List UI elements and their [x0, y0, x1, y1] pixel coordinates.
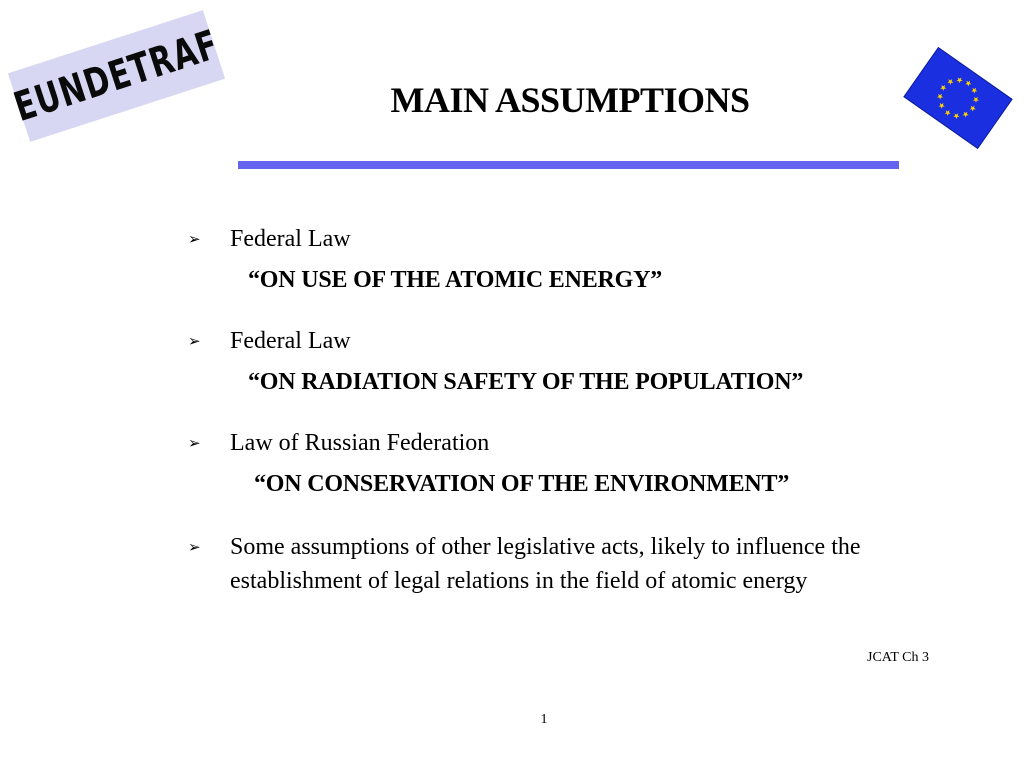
law-title-radiation-safety: “ON RADIATION SAFETY OF THE POPULATION” [248, 369, 804, 395]
bullet-label: Federal Law [230, 226, 351, 252]
bullet-label: Law of Russian Federation [230, 430, 490, 456]
law-title-environment: “ON CONSERVATION OF THE ENVIRONMENT” [254, 471, 790, 497]
logo-text: EUNDETRAF [8, 20, 225, 132]
eundetraf-logo [8, 10, 225, 142]
bullet-label: Federal Law [230, 328, 351, 354]
title-underline [238, 161, 899, 169]
page-number: 1 [540, 712, 548, 727]
page-title: MAIN ASSUMPTIONS [390, 80, 750, 120]
arrow-bullet-icon: ➢ [188, 230, 201, 248]
arrow-bullet-icon: ➢ [188, 332, 201, 350]
arrow-bullet-icon: ➢ [188, 434, 201, 452]
eu-flag-icon [902, 45, 1014, 151]
bullet-text: Some assumptions of other legislative acts, likely to influence the establishment of legal relations in the field of atomic energy [230, 534, 861, 594]
footer-reference: JCAT Ch 3 [867, 650, 929, 665]
law-title-atomic-energy: “ON USE OF THE ATOMIC ENERGY” [248, 267, 663, 293]
arrow-bullet-icon: ➢ [188, 538, 201, 556]
